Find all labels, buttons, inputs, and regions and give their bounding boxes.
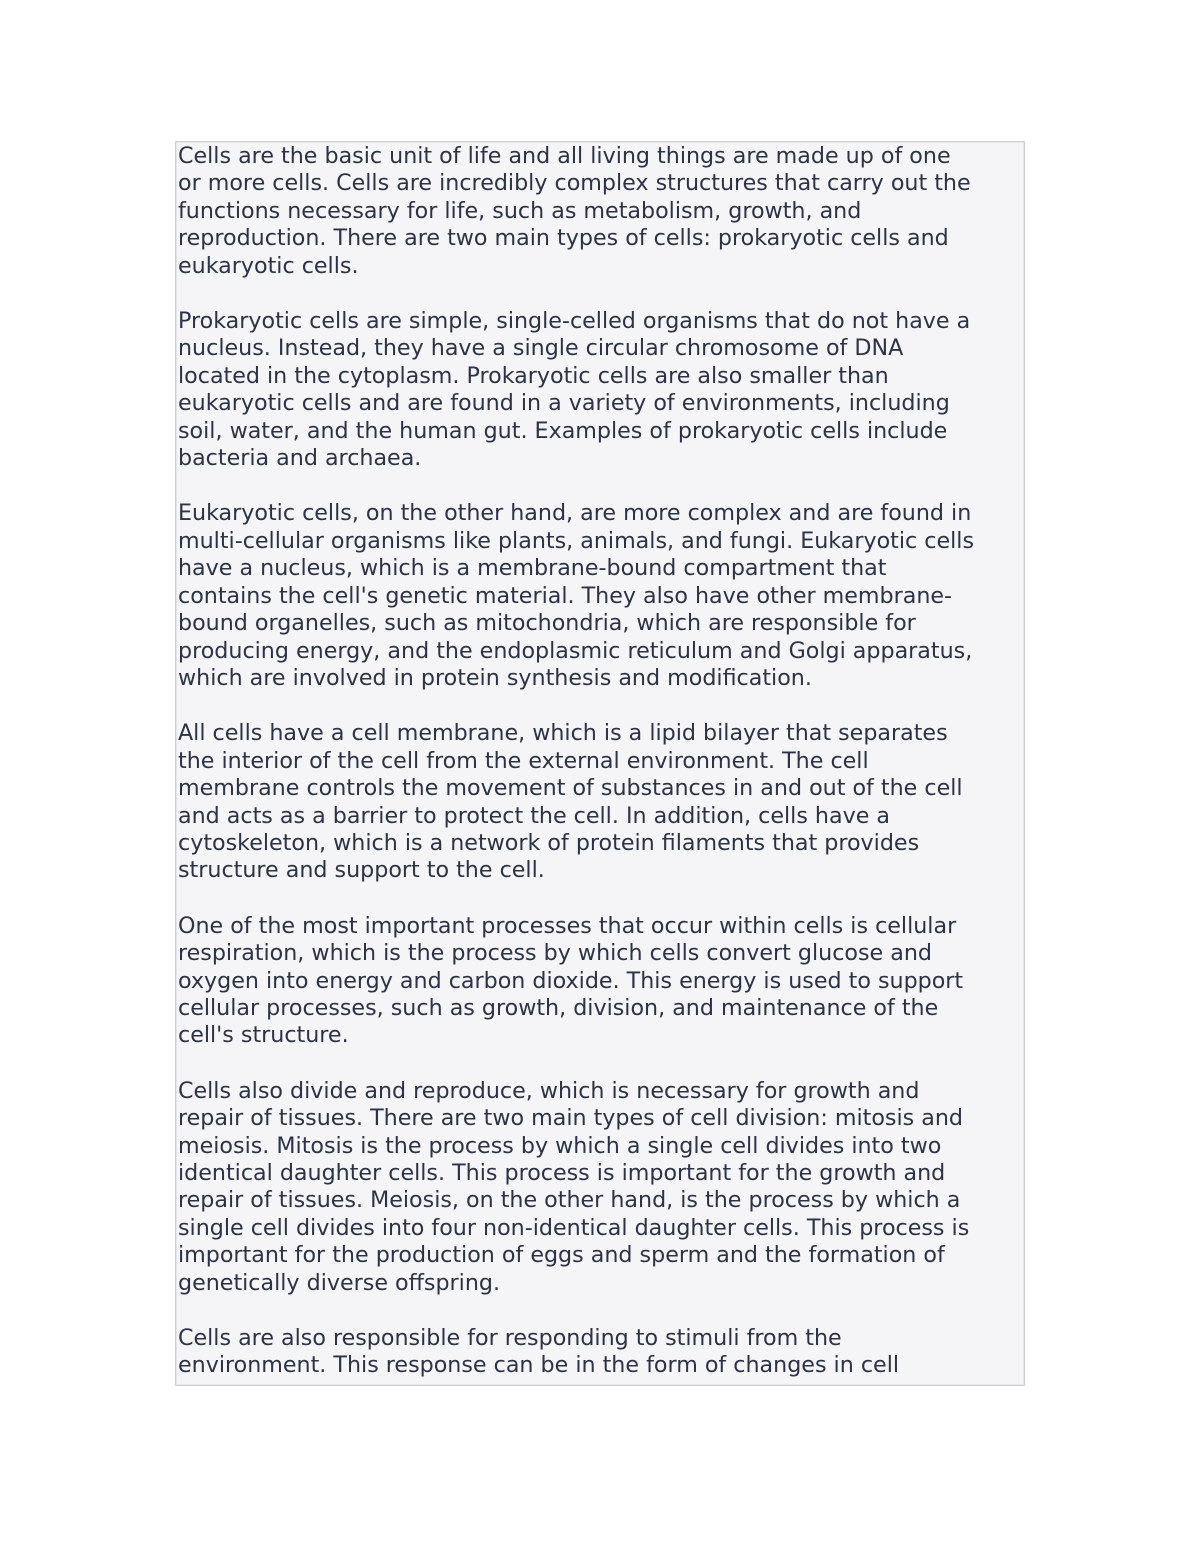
paragraph-prokaryotic: Prokaryotic cells are simple, single-celled organisms that do not have a nucleus. Instead, they have a single circular chromosome of DNA located in the cytoplasm. Prokaryotic cells are also smaller than eukaryotic cells and are found in a variety of environments, including soil, water, and the human gut. Examples of prokaryotic cells include bacteria and archaea. bbox=[178, 308, 971, 472]
paragraph-cell-membrane: All cells have a cell membrane, which is a lipid bilayer that separates the interior of the cell from the external environment. The cell membrane controls the movement of substances in and out of the cell and acts as a barrier to protect the cell. In addition, cells have a cytoskeleton, which is a network of protein filaments that provides structure and support to the cell. bbox=[178, 720, 963, 884]
paragraph-stimuli: Cells are also responsible for responding to stimuli from the environment. This response can be in the form of changes in cell bbox=[178, 1325, 900, 1379]
paragraph-eukaryotic: Eukaryotic cells, on the other hand, are more complex and are found in multi-cellular organisms like plants, animals, and fungi. Eukaryotic cells have a nucleus, which is a membrane-bound compartment that contains the cell's genetic material. They also have other membrane- bound organelles, such as mitochondria, which are responsible for producing energy, and the endoplasmic reticulum and Golgi apparatus, which are involved in protein synthesis and modification. bbox=[178, 500, 975, 691]
paragraph-intro: Cells are the basic unit of life and all living things are made up of one or more cells. Cells are incredibly complex structures that carry out the functions necessary for life, such as metabolism, growth, and reproduction. There are two main types of cells: prokaryotic cells and eukaryotic cells. bbox=[178, 143, 971, 279]
document-text-box bbox=[175, 141, 1025, 1386]
paragraph-cell-division: Cells also divide and reproduce, which is necessary for growth and repair of tissues. There are two main types of cell division: mitosis and meiosis. Mitosis is the process by which a single cell divides into two identical daughter cells. This process is important for the growth and repair of tissues. Meiosis, on the other hand, is the process by which a single cell divides into four non-identical daughter cells. This process is important for the production of eggs and sperm and the formation of genetically diverse offspring. bbox=[178, 1077, 970, 1296]
paragraph-respiration: One of the most important processes that occur within cells is cellular respiration, which is the process by which cells convert glucose and oxygen into energy and carbon dioxide. This energy is used to support cellular processes, such as growth, division, and maintenance of the cell's structure. bbox=[178, 912, 964, 1049]
